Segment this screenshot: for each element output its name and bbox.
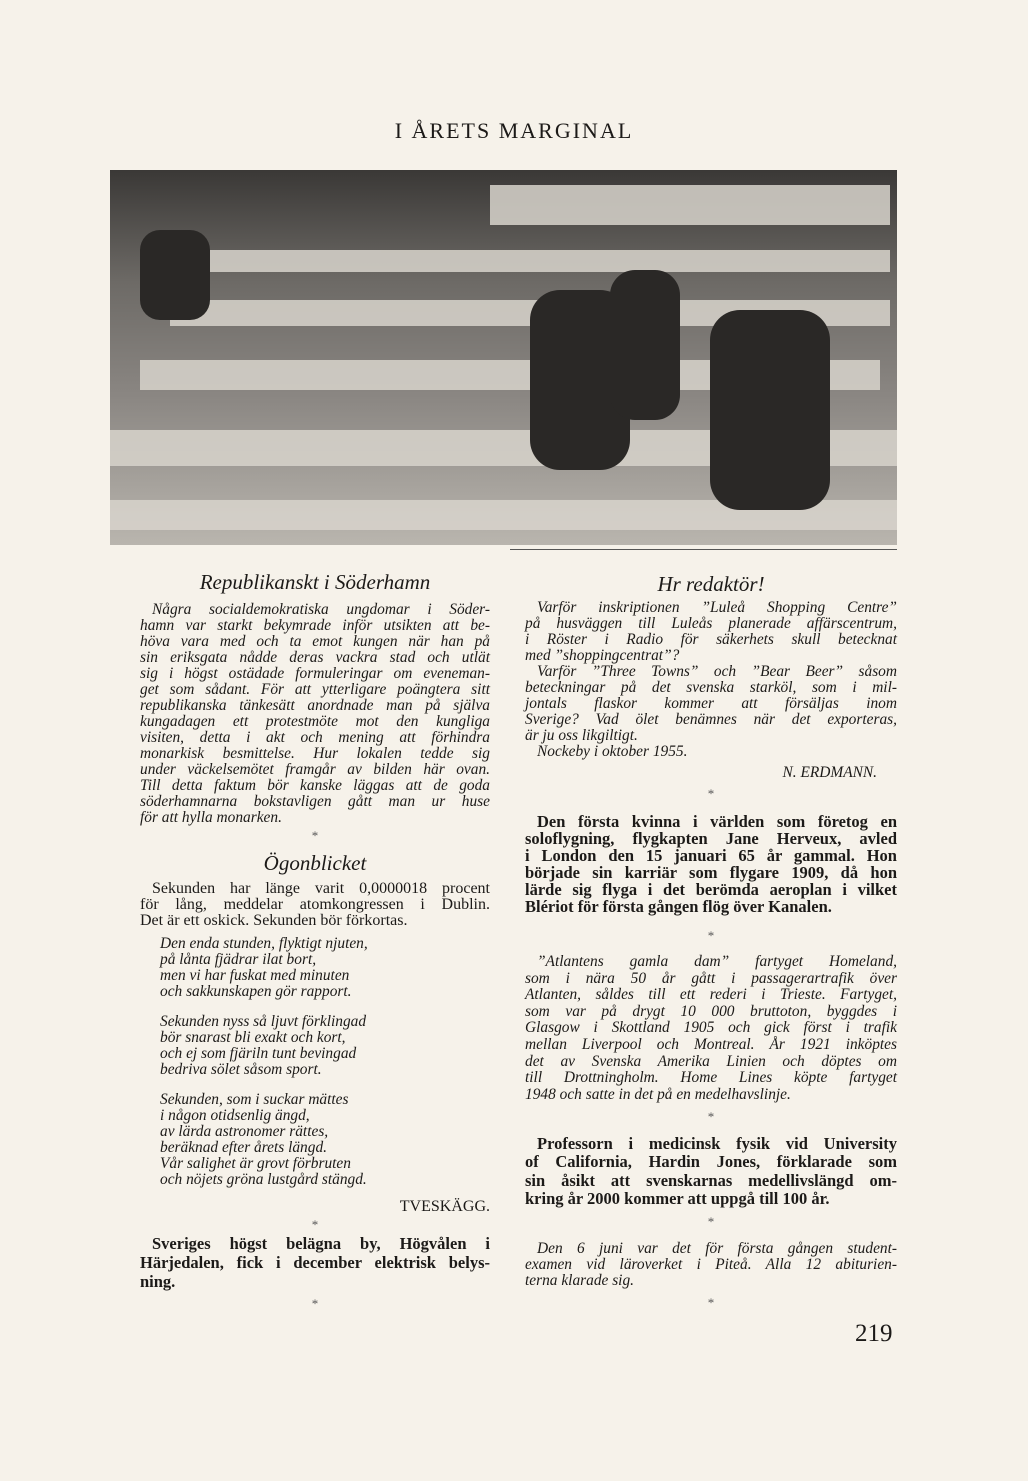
poem-stanza xyxy=(160,1092,460,1188)
separator: * xyxy=(707,786,715,801)
poem-line: bör snarast bli exakt och kort, xyxy=(160,1029,346,1046)
text-line: Varför inskriptionen ”Luleå Shopping Centre” xyxy=(537,599,897,616)
poem-line: Sekunden, som i suckar mättes xyxy=(160,1091,349,1108)
heading-republikanskt: Republikanskt i Söderhamn xyxy=(199,570,431,594)
text-line: Det är ett oskick. Sekunden bör förkortas. xyxy=(140,912,408,929)
text-line: det av Svenska Amerika Linien och döptes om xyxy=(525,1052,897,1070)
heading-ogonblicket: Ögonblicket xyxy=(263,851,367,875)
text-line: sin eriksgata nådde deras vackra stad och utlät xyxy=(140,649,490,666)
text-line: Den första kvinna i världen som företog en xyxy=(537,812,897,831)
text-line: Sekunden har länge varit 0,0000018 procent xyxy=(152,880,490,897)
text-line: Professorn i medicinsk fysik vid University xyxy=(537,1134,897,1153)
text-line: Sveriges högst belägna by, Högvålen i xyxy=(152,1234,490,1253)
text-line: ”Atlantens gamla dam” fartyget Homeland, xyxy=(537,953,897,970)
paragraph xyxy=(525,744,897,760)
text-line: hamn var starkt bekymrade inför utsikten att be- xyxy=(140,617,490,634)
text-line: Den 6 juni var det för första gången student- xyxy=(537,1240,897,1257)
article-republikanskt xyxy=(140,602,490,826)
heading-hr-redaktor: Hr redaktör! xyxy=(657,572,765,596)
text-line: i Röster i Radio för säkerhets skull betecknat xyxy=(525,631,897,648)
poem-line: Den enda stunden, flyktigt njuten, xyxy=(160,935,368,952)
signature-erdmann: N. ERDMANN. xyxy=(782,764,877,781)
text-line: soloflygning, flygkapten Jane Herveux, avled xyxy=(525,829,897,848)
text-line: republikanska tänkesätt anordnade man på själva xyxy=(140,697,490,714)
text-line: på husväggen till Luleås planerade affärscentrum, xyxy=(525,615,897,632)
poem-stanza xyxy=(160,1014,460,1078)
poem-line: och ej som fjäriln tunt bevingad xyxy=(160,1045,357,1062)
text-line: sig i högst ostädade formuleringar om eveneman- xyxy=(140,665,490,682)
text-line: Varför ”Three Towns” och ”Bear Beer” såsom xyxy=(537,663,897,680)
article-jane-herveux xyxy=(525,813,897,915)
letter-to-editor xyxy=(525,600,897,760)
text-line: 1948 och satte in det på en medelhavslinje. xyxy=(525,1085,791,1103)
text-line: Härjedalen, fick i december elektrisk belys- xyxy=(140,1253,490,1272)
poem xyxy=(160,936,460,1202)
text-line: till Drottningholm. Home Lines köpte fartyget xyxy=(525,1069,897,1087)
poem-line: och nöjets gröna lustgård stängd. xyxy=(160,1171,367,1188)
separator: * xyxy=(311,1217,319,1232)
text-line: med ”shoppingcentrat”? xyxy=(525,647,680,664)
photo-illustration xyxy=(110,170,897,545)
separator: * xyxy=(311,828,319,843)
text-line: söderhamnarna bokstavligen gått man ur huse xyxy=(140,793,490,810)
separator: * xyxy=(311,1296,319,1311)
poem-line: beräknad efter årets längd. xyxy=(160,1139,327,1156)
poem-line: Vår salighet är grovt förbruten xyxy=(160,1155,351,1172)
text-line: Atlanten, såldes till ett rederi i Trieste. Fartyget, xyxy=(525,986,897,1004)
article-ogonblicket-intro xyxy=(140,881,490,929)
text-line: beteckningar på det svenska starköl, som i mil- xyxy=(525,679,897,696)
text-line: som i nära 50 år gått i passagerartrafik över xyxy=(525,969,897,987)
poem-line: på lånta fjädrar ilat bort, xyxy=(160,951,317,968)
poem-line: men vi har fuskat med minuten xyxy=(160,967,350,984)
running-title: I ÅRETS MARGINAL xyxy=(394,118,634,143)
poem-stanza xyxy=(160,936,460,1000)
text-line: visiten, detta i akt och mening att förhindra xyxy=(140,729,490,746)
separator: * xyxy=(707,1295,715,1310)
text-line: monarkisk besmittelse. Hur lokalen tedde sig xyxy=(140,745,490,762)
article-hogvalen xyxy=(140,1234,490,1291)
text-line: Till detta faktum bör kanske läggas att de goda xyxy=(140,777,490,794)
article-homeland xyxy=(525,954,897,1103)
page-number: 219 xyxy=(855,1320,893,1347)
paragraph xyxy=(525,664,897,744)
separator: * xyxy=(707,928,715,943)
text-line: get som sådant. För att ytterligare poängtera sitt xyxy=(140,681,490,698)
article-hardin-jones xyxy=(525,1135,897,1208)
separator: * xyxy=(707,1109,715,1124)
text-line: som var på drygt 10 000 bruttoton, byggdes i xyxy=(525,1002,897,1020)
paragraph xyxy=(525,600,897,664)
text-line: höva vara med och ta emot kungen när han på xyxy=(140,633,490,650)
poem-line: Sekunden nyss så ljuvt förklingad xyxy=(160,1013,367,1030)
divider xyxy=(510,549,897,550)
text-line: för att hylla monarken. xyxy=(140,809,282,826)
text-line: började sin karriär som flygare 1909, då hon xyxy=(525,863,897,882)
text-line: kungadagen ett protestmöte mot den kungliga xyxy=(140,713,490,730)
signature-tveskagg: TVESKÄGG. xyxy=(399,1198,490,1215)
text-line: examen vid läroverket i Piteå. Alla 12 abiturien- xyxy=(525,1256,897,1273)
text-line: under väckelsemötet framgår av bilden här ovan. xyxy=(140,761,490,778)
text-line: terna klarade sig. xyxy=(525,1272,635,1289)
poem-line: i någon otidsenlig ängd, xyxy=(160,1107,310,1124)
text-line: Nockeby i oktober 1955. xyxy=(537,743,688,760)
photo-meeting-hall xyxy=(110,170,897,545)
poem-line: bedriva sölet såsom sport. xyxy=(160,1061,322,1078)
text-line: Blériot för första gången flög över Kanalen. xyxy=(525,897,832,916)
text-line: of California, Hardin Jones, förklarade som xyxy=(525,1152,897,1172)
text-line: lärde sig flyga i det berömda aeroplan i vilket xyxy=(525,880,897,899)
article-pitea xyxy=(525,1241,897,1289)
poem-line: och sakkunskapen gör rapport. xyxy=(160,983,352,1000)
text-line: är ju oss likgiltigt. xyxy=(525,727,638,744)
text-line: jontals flaskor kommer att försäljas inom xyxy=(525,695,897,712)
poem-line: av lärda astronomer rättes, xyxy=(160,1123,329,1140)
separator: * xyxy=(707,1214,715,1229)
text-line: Några socialdemokratiska ungdomar i Söder- xyxy=(152,601,490,618)
text-line: i London den 15 januari 65 år gammal. Hon xyxy=(525,846,897,865)
text-line: kring år 2000 kommer att uppgå till 100 år. xyxy=(525,1188,830,1208)
text-line: mellan Liverpool och Montreal. År 1921 inköptes xyxy=(525,1035,897,1053)
text-line: för lång, meddelar atomkongressen i Dublin. xyxy=(140,896,490,913)
text-line: sin åsikt att svenskarnas medellivslängd om- xyxy=(525,1170,897,1190)
text-line: Glasgow i Skottland 1905 och gick först i trafik xyxy=(525,1019,897,1037)
text-line: ning. xyxy=(140,1272,176,1291)
text-line: Sverige? Vad ölet benämnes när det exporteras, xyxy=(525,711,897,728)
